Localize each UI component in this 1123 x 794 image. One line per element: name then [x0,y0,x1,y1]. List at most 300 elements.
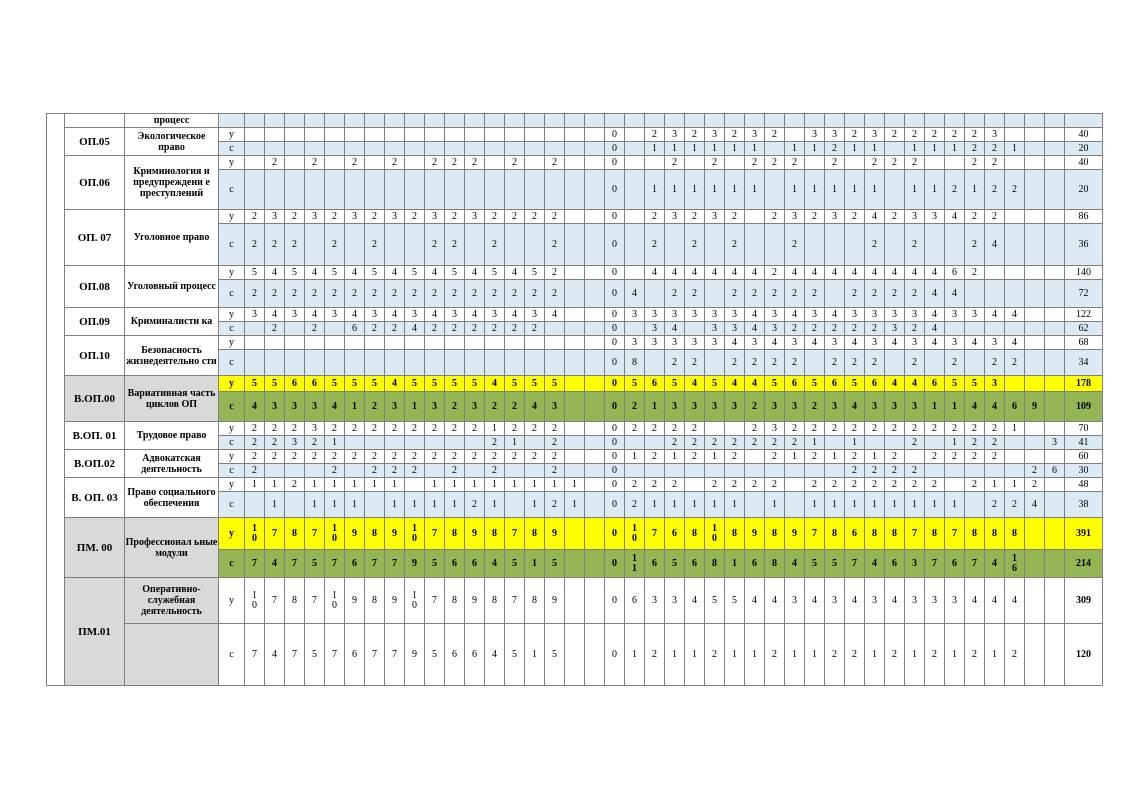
hours-type: у [219,376,245,392]
week-cell [345,336,365,350]
week-cell: 8 [445,518,465,550]
week-cell: 2 [445,422,465,436]
week-cell: 2 [485,392,505,422]
week-cell [385,170,405,210]
week-cell: 1 [985,624,1005,686]
week-cell: 5 [545,376,565,392]
week-cell [1045,478,1065,492]
week-cell: 2 [965,142,985,156]
week-cell [425,142,445,156]
total-hours: 70 [1065,422,1103,436]
week-cell: 2 [665,436,685,450]
week-cell: 1 [265,478,285,492]
week-cell: 3 [305,422,325,436]
week-cell: 4 [665,322,685,336]
week-cell: 4 [805,266,825,280]
week-cell: 2 [305,322,325,336]
week-cell [705,464,725,478]
week-cell: 9 [545,518,565,550]
week-cell: 3 [325,308,345,322]
week-cell: 2 [325,450,345,464]
week-cell: 3 [705,308,725,322]
week-cell: 4 [1005,336,1025,350]
week-cell: 4 [825,308,845,322]
week-cell: 6 [345,322,365,336]
week-cell: 1 [825,170,845,210]
week-cell: 4 [265,266,285,280]
week-cell [465,170,485,210]
week-cell: 8 [765,518,785,550]
week-cell [565,114,585,128]
discipline-name: Трудовое право [125,422,219,450]
week-cell: 3 [665,392,685,422]
table-row [47,376,1103,392]
week-cell: 8 [525,518,545,550]
week-cell: 7 [325,550,345,578]
week-cell [665,114,685,128]
week-cell [1025,550,1045,578]
week-cell: 2 [945,170,965,210]
week-cell: 2 [805,478,825,492]
table-row [47,422,1103,436]
week-cell [585,336,605,350]
week-cell [545,142,565,156]
total-hours: 86 [1065,210,1103,224]
week-cell: 3 [965,308,985,322]
week-cell [885,224,905,266]
week-cell: 2 [625,392,645,422]
week-cell: 2 [765,450,785,464]
week-cell [925,464,945,478]
week-cell: 2 [725,280,745,308]
week-cell: 6 [1005,392,1025,422]
week-cell [545,114,565,128]
table-row [47,478,1103,492]
week-cell [285,128,305,142]
week-cell: 3 [865,308,885,322]
week-cell: 1 0 [705,518,725,550]
week-cell [445,436,465,450]
week-cell [805,224,825,266]
week-cell: 1 [645,492,665,518]
week-cell [445,350,465,376]
week-cell: 2 [525,322,545,336]
week-cell [1025,266,1045,280]
week-cell: 0 [605,464,625,478]
week-cell: 2 [545,422,565,436]
week-cell [765,170,785,210]
week-cell: 2 [765,280,785,308]
week-cell: 0 [605,422,625,436]
week-cell [705,114,725,128]
week-cell: 2 [545,464,565,478]
week-cell: 4 [505,266,525,280]
week-cell: 3 [545,392,565,422]
week-cell [325,336,345,350]
table-row [47,308,1103,322]
week-cell: 5 [625,376,645,392]
week-cell: 3 [305,392,325,422]
week-cell [625,266,645,280]
week-cell: 3 [925,578,945,624]
week-cell: 2 [645,478,665,492]
week-cell [365,128,385,142]
week-cell: 2 [905,436,925,450]
week-cell: 2 [505,156,525,170]
week-cell: 5 [945,376,965,392]
week-cell: 1 [525,624,545,686]
week-cell: 1 [385,492,405,518]
week-cell: 2 [365,322,385,336]
module-code: ОП.08 [65,266,125,308]
week-cell: 8 [525,578,545,624]
week-cell [585,624,605,686]
week-cell [985,464,1005,478]
week-cell: 9 [745,518,765,550]
week-cell: 1 [725,170,745,210]
week-cell: 6 [625,578,645,624]
week-cell [565,142,585,156]
week-cell: 2 [385,156,405,170]
week-cell: 2 [885,624,905,686]
week-cell [405,436,425,450]
table-row [47,156,1103,170]
week-cell: 2 [985,422,1005,436]
week-cell [285,156,305,170]
week-cell [565,224,585,266]
week-cell [565,350,585,376]
week-cell [285,114,305,128]
week-cell [525,156,545,170]
week-cell: 3 [525,308,545,322]
week-cell: 3 [385,210,405,224]
week-cell: 1 [685,492,705,518]
week-cell [485,170,505,210]
week-cell: 1 [945,624,965,686]
week-cell: 1 [425,478,445,492]
week-cell: 4 [465,308,485,322]
week-cell [1005,114,1025,128]
hours-type: у [219,128,245,142]
week-cell: 4 [845,336,865,350]
week-cell [365,350,385,376]
week-cell: 2 [325,422,345,436]
week-cell: 9 [345,518,365,550]
week-cell [305,128,325,142]
week-cell: 2 [485,210,505,224]
week-cell: 2 [985,436,1005,450]
week-cell: 2 [945,422,965,436]
week-cell [745,114,765,128]
week-cell [1025,350,1045,376]
week-cell: 1 [725,550,745,578]
week-cell [585,392,605,422]
week-cell [485,350,505,376]
week-cell [585,266,605,280]
week-cell: 1 [445,492,465,518]
week-cell [325,128,345,142]
week-cell [485,336,505,350]
week-cell: 3 [1045,436,1065,450]
week-cell [505,142,525,156]
week-cell: 2 [245,450,265,464]
week-cell [505,350,525,376]
week-cell: 6 [945,550,965,578]
week-cell: 2 [765,210,785,224]
week-cell: 2 [905,224,925,266]
week-cell [1045,170,1065,210]
week-cell: 5 [525,376,545,392]
week-cell: 0 [605,128,625,142]
week-cell [445,170,465,210]
week-cell [565,436,585,450]
week-cell [465,436,485,450]
week-cell: 3 [885,392,905,422]
week-cell: 3 [865,336,885,350]
week-cell: 2 [645,128,665,142]
week-cell: 2 [365,224,385,266]
week-cell: 7 [285,550,305,578]
week-cell [785,478,805,492]
week-cell: 1 [725,492,745,518]
week-cell: 2 [445,224,465,266]
week-cell: 2 [265,422,285,436]
week-cell [585,308,605,322]
week-cell: 1 [865,142,885,156]
hours-type: с [219,280,245,308]
week-cell: 2 [405,280,425,308]
week-cell: 4 [685,376,705,392]
week-cell: 2 [505,210,525,224]
week-cell: 3 [285,308,305,322]
week-cell: 5 [405,266,425,280]
week-cell: 2 [965,422,985,436]
week-cell: 4 [385,308,405,322]
week-cell [945,478,965,492]
total-hours: 40 [1065,156,1103,170]
week-cell: 2 [865,350,885,376]
week-cell: 4 [805,336,825,350]
week-cell: 4 [985,550,1005,578]
week-cell: 5 [245,376,265,392]
week-cell [1025,210,1045,224]
week-cell: 7 [365,550,385,578]
week-cell: 4 [765,336,785,350]
week-cell [1025,156,1045,170]
week-cell [585,464,605,478]
week-cell: 1 [905,142,925,156]
week-cell: 2 [765,436,785,450]
week-cell: 8 [365,518,385,550]
week-cell: 3 [665,336,685,350]
week-cell: 2 [285,280,305,308]
week-cell: 2 [385,322,405,336]
week-cell: 2 [445,210,465,224]
week-cell: 3 [725,322,745,336]
week-cell: 3 [785,336,805,350]
week-cell: 2 [405,210,425,224]
week-cell: 6 [305,376,325,392]
week-cell: 3 [845,308,865,322]
week-cell: 4 [785,308,805,322]
week-cell: 2 [445,450,465,464]
week-cell: 1 0 [325,578,345,624]
week-cell: 4 [665,266,685,280]
total-hours: 68 [1065,336,1103,350]
week-cell: 4 [305,266,325,280]
week-cell: 3 [285,436,305,450]
week-cell: 9 [345,578,365,624]
week-cell: 1 [685,170,705,210]
week-cell [525,224,545,266]
week-cell: 4 [385,266,405,280]
week-cell: 2 [905,464,925,478]
week-cell: 9 [545,578,565,624]
week-cell: 2 [425,422,445,436]
week-cell [365,142,385,156]
week-cell: 2 [365,450,385,464]
module-code: ОП.06 [65,156,125,210]
week-cell: 1 0 [245,578,265,624]
week-cell: 5 [545,550,565,578]
week-cell: 1 [345,478,365,492]
module-code: ПМ. 00 [65,518,125,578]
week-cell: 2 [965,436,985,450]
week-cell: 4 [965,336,985,350]
week-cell [1045,322,1065,336]
week-cell [405,224,425,266]
week-cell [585,578,605,624]
total-hours: 40 [1065,128,1103,142]
week-cell: 2 [385,280,405,308]
week-cell [1005,280,1025,308]
week-cell: 5 [705,376,725,392]
week-cell: 4 [345,308,365,322]
week-cell: 2 [385,422,405,436]
week-cell: 3 [825,336,845,350]
week-cell: 2 [265,156,285,170]
week-cell [245,336,265,350]
week-cell [845,114,865,128]
discipline-name: Криминалисти ка [125,308,219,336]
week-cell: 2 [525,422,545,436]
module-code [65,114,125,128]
week-cell: 4 [925,336,945,350]
week-cell [565,210,585,224]
week-cell: 5 [425,376,445,392]
schedule-body [47,114,1103,686]
week-cell: 1 [805,170,825,210]
week-cell [585,128,605,142]
week-cell: 2 [665,156,685,170]
week-cell [245,142,265,156]
week-cell: 2 [425,280,445,308]
week-cell: 3 [465,210,485,224]
week-cell: 3 [645,308,665,322]
week-cell [845,156,865,170]
week-cell [345,350,365,376]
week-cell: 2 [465,280,485,308]
week-cell: 2 [725,450,745,464]
week-cell: 4 [425,308,445,322]
week-cell [405,156,425,170]
week-cell: 2 [805,450,825,464]
hours-type: с [219,224,245,266]
week-cell [585,350,605,376]
week-cell: 8 [1005,518,1025,550]
week-cell: 2 [985,156,1005,170]
module-code: ОП. 07 [65,210,125,266]
week-cell: 5 [285,266,305,280]
week-cell [785,464,805,478]
week-cell [1005,436,1025,450]
week-cell: 2 [725,128,745,142]
hours-type: у [219,336,245,350]
week-cell: 3 [665,578,685,624]
week-cell: 3 [785,392,805,422]
week-cell: 4 [825,266,845,280]
module-code: В.ОП. 01 [65,422,125,450]
week-cell [1025,128,1045,142]
week-cell: 2 [445,156,465,170]
week-cell: 3 [905,308,925,322]
week-cell: 2 [885,210,905,224]
week-cell: 2 [785,322,805,336]
week-cell: 2 [985,450,1005,464]
week-cell [525,436,545,450]
week-cell [1025,114,1045,128]
week-cell: 2 [625,478,645,492]
week-cell: 8 [705,550,725,578]
week-cell: 2 [805,280,825,308]
week-cell [1025,578,1045,624]
week-cell: 0 [605,280,625,308]
discipline-name: Уголовное право [125,210,219,266]
week-cell [925,350,945,376]
week-cell: 1 [345,392,365,422]
week-cell: 2 [445,322,465,336]
week-cell: 2 [265,280,285,308]
week-cell: 9 [405,624,425,686]
week-cell: 2 [725,436,745,450]
week-cell: 0 [605,624,625,686]
week-cell [385,114,405,128]
week-cell [585,550,605,578]
week-cell [585,518,605,550]
week-cell [265,350,285,376]
week-cell: 2 [745,392,765,422]
week-cell: 2 [545,156,565,170]
week-cell: 5 [525,266,545,280]
week-cell: 2 [365,210,385,224]
week-cell [1045,280,1065,308]
week-cell: 2 [745,436,765,450]
week-cell: 2 [505,422,525,436]
week-cell [1005,266,1025,280]
week-cell [585,436,605,450]
week-cell: 7 [645,518,665,550]
week-cell: 2 [705,624,725,686]
week-cell: 4 [985,392,1005,422]
week-cell [405,336,425,350]
week-cell: 3 [905,336,925,350]
week-cell: 3 [745,336,765,350]
week-cell [345,436,365,450]
week-cell [345,464,365,478]
week-cell: 2 [865,280,885,308]
total-hours: 72 [1065,280,1103,308]
week-cell [705,224,725,266]
